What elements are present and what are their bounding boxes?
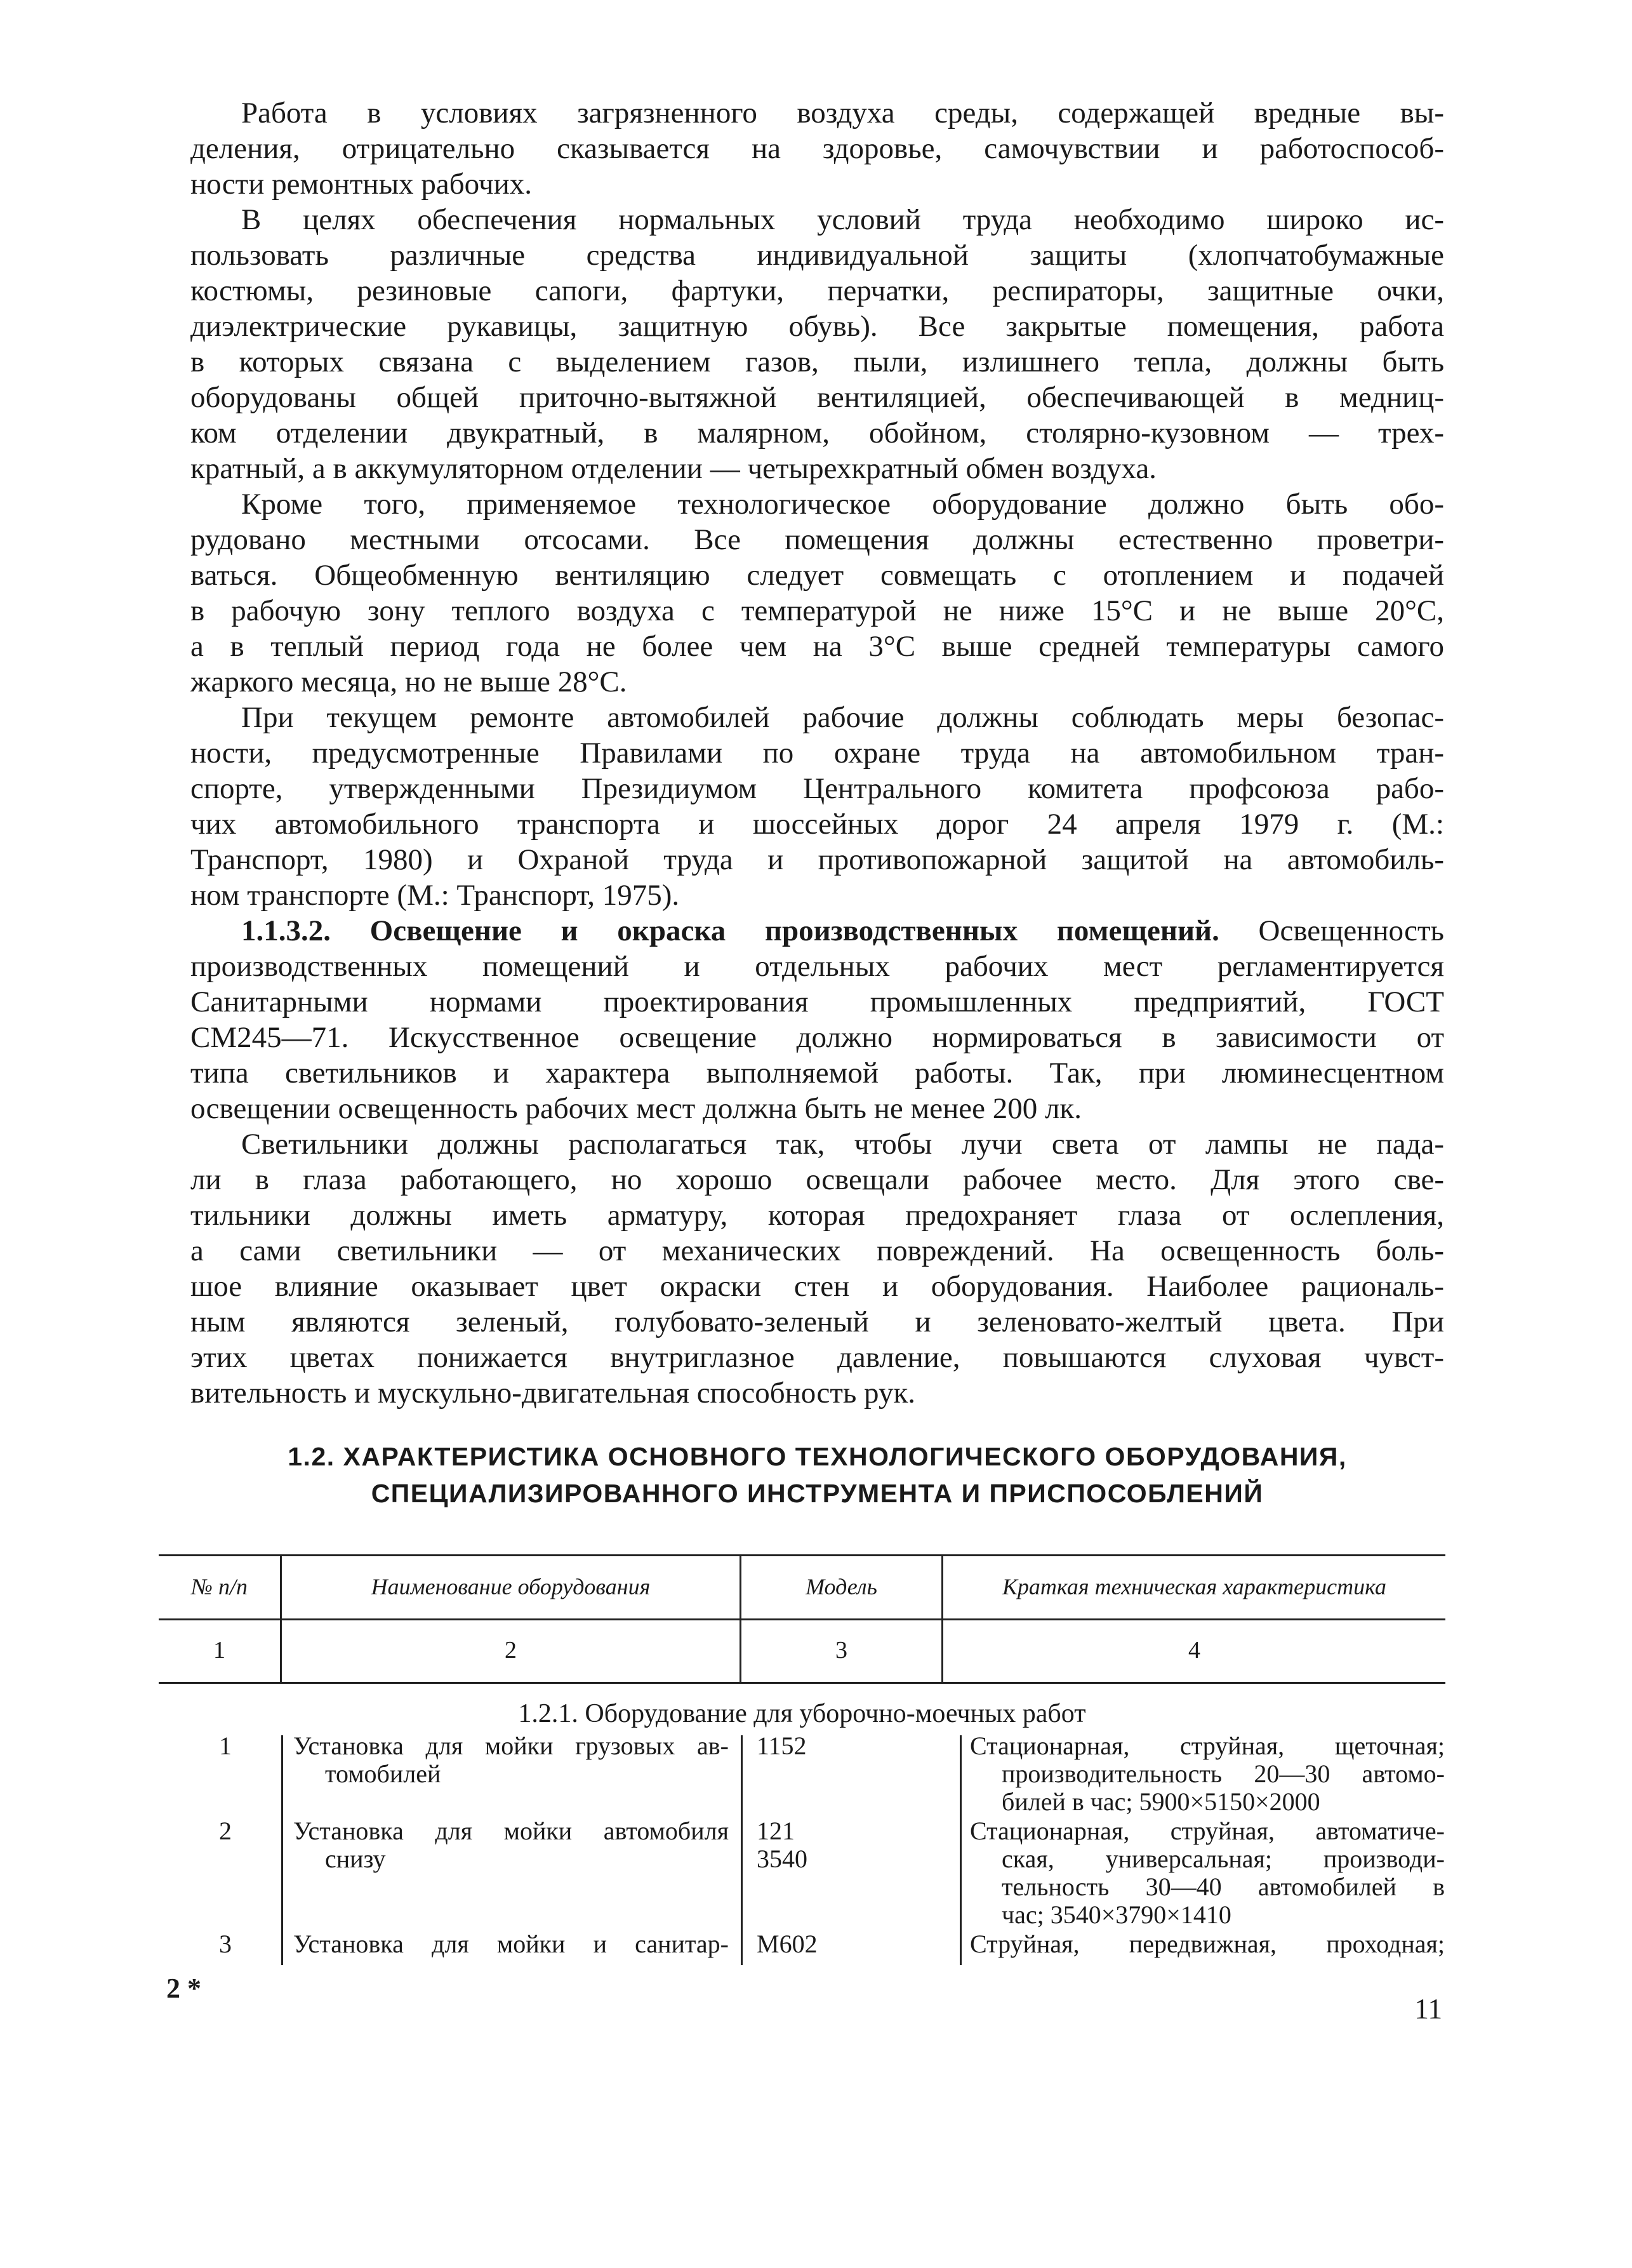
equipment-spec: тельность 30—40 автомобилей в <box>1002 1872 1445 1901</box>
equipment-spec: Стационарная, струйная, автоматиче- <box>970 1817 1445 1845</box>
row-number: 1 <box>219 1731 232 1760</box>
text-line: костюмы, резиновые сапоги, фартуки, перчатки, респираторы, защитные очки, <box>190 274 1444 307</box>
text-line: чих автомобильного транспорта и шоссейных дорог 24 апреля 1979 г. (М.: <box>190 808 1444 841</box>
equipment-name: томобилей <box>325 1759 441 1788</box>
text-line: ком отделении двукратный, в малярном, обойном, столярно-кузовном — трех- <box>190 417 1444 450</box>
text-line: в которых связана с выделением газов, пыли, излишнего тепла, должны быть <box>190 345 1444 378</box>
text-line: Работа в условиях загрязненного воздуха среды, содержащей вредные вы- <box>241 97 1444 130</box>
column-number: 3 <box>835 1637 847 1664</box>
text-line: жаркого месяца, но не выше 28°С. <box>190 665 627 698</box>
equipment-spec: Струйная, передвижная, проходная; <box>970 1930 1445 1958</box>
section-title: 1.2. ХАРАКТЕРИСТИКА ОСНОВНОГО ТЕХНОЛОГИЧЕСКОГО ОБОРУДОВАНИЯ, <box>288 1442 1347 1471</box>
equipment-spec: билей в час; 5900×5150×2000 <box>1002 1787 1320 1816</box>
text-line: вительность и мускульно-двигательная способность рук. <box>190 1377 916 1410</box>
text-line: При текущем ремонте автомобилей рабочие должны соблюдать меры безопас- <box>241 701 1444 734</box>
column-header: Краткая техническая характеристика <box>1002 1574 1387 1599</box>
text-line: рудовано местными отсосами. Все помещения должны естественно проветри- <box>190 523 1444 556</box>
text-line: диэлектрические рукавицы, защитную обувь). Все закрытые помещения, работа <box>190 310 1444 343</box>
text-line: типа светильников и характера выполняемой работы. Так, при люминесцентном <box>190 1057 1444 1090</box>
equipment-model: 1152 <box>757 1731 807 1760</box>
column-header: № п/п <box>191 1574 248 1599</box>
text-line: этих цветах понижается внутриглазное давление, повышаются слуховая чувст- <box>190 1341 1444 1374</box>
signature-mark: 2 * <box>166 1973 201 2004</box>
equipment-spec: производительность 20—30 автомо- <box>1002 1759 1445 1788</box>
column-number: 4 <box>1188 1637 1200 1664</box>
text-run: Освещенность <box>1219 914 1444 947</box>
equipment-name: Установка для мойки грузовых ав- <box>293 1731 729 1760</box>
text-line: ности, предусмотренные Правилами по охране труда на автомобильном тран- <box>190 737 1444 770</box>
table-divider <box>960 1735 962 1965</box>
text-line: В целях обеспечения нормальных условий труда необходимо широко ис- <box>241 203 1444 236</box>
equipment-model: М602 <box>757 1930 818 1958</box>
equipment-spec: Стационарная, струйная, щеточная; <box>970 1731 1445 1760</box>
row-number: 2 <box>219 1817 232 1845</box>
text-line: а сами светильники — от механических повреждений. На освещенность боль- <box>190 1234 1444 1267</box>
text-line: Кроме того, применяемое технологическое оборудование должно быть обо- <box>241 488 1444 521</box>
text-line: СМ245—71. Искусственное освещение должно нормироваться в зависимости от <box>190 1021 1444 1054</box>
table-rule-header <box>159 1618 1445 1620</box>
text-line: тильники должны иметь арматуру, которая предохраняет глаза от ослепления, <box>190 1199 1444 1232</box>
text-line: ваться. Общеобменную вентиляцию следует совмещать с отоплением и подачей <box>190 559 1444 592</box>
text-line: Санитарными нормами проектирования промышленных предприятий, ГОСТ <box>190 985 1444 1018</box>
text-line: а в теплый период года не более чем на 3°С выше средней температуры самого <box>190 630 1444 663</box>
table-divider <box>741 1735 743 1965</box>
table-rule-column-numbers <box>159 1682 1445 1684</box>
column-header: Наименование оборудования <box>371 1574 651 1599</box>
text-line: пользовать различные средства индивидуальной защиты (хлопчатобумажные <box>190 239 1444 272</box>
text-line: деления, отрицательно сказывается на здоровье, самочувствии и работоспособ- <box>190 132 1444 165</box>
table-subsection-caption: 1.2.1. Оборудование для уборочно-моечных работ <box>518 1699 1086 1728</box>
equipment-model: 3540 <box>757 1844 807 1873</box>
row-number: 3 <box>219 1930 232 1958</box>
equipment-model: 121 <box>757 1817 795 1845</box>
text-line: ном транспорте (М.: Транспорт, 1975). <box>190 879 680 912</box>
subsection-heading: 1.1.3.2. Освещение и окраска производственных помещений. <box>241 914 1219 947</box>
text-line: в рабочую зону теплого воздуха с температурой не ниже 15°С и не выше 20°С, <box>190 594 1444 627</box>
text-line: Транспорт, 1980) и Охраной труда и противопожарной защитой на автомобиль- <box>190 843 1444 876</box>
text-line: освещении освещенность рабочих мест должна быть не менее 200 лк. <box>190 1092 1082 1125</box>
text-line: ным являются зеленый, голубовато-зеленый и зеленовато-желтый цвета. При <box>190 1305 1444 1338</box>
column-number: 2 <box>505 1637 517 1664</box>
section-title: СПЕЦИАЛИЗИРОВАННОГО ИНСТРУМЕНТА И ПРИСПОСОБЛЕНИЙ <box>371 1479 1264 1508</box>
table-rule-top <box>159 1554 1445 1556</box>
text-line: Светильники должны располагаться так, чтобы лучи света от лампы не пада- <box>241 1128 1444 1161</box>
equipment-name: Установка для мойки автомобиля <box>293 1817 729 1845</box>
column-number: 1 <box>213 1637 225 1664</box>
text-line: ности ремонтных рабочих. <box>190 168 532 201</box>
equipment-spec: ская, универсальная; производи- <box>1002 1844 1445 1873</box>
text-line: спорте, утвержденными Президиумом Центрального комитета профсоюза рабо- <box>190 772 1444 805</box>
equipment-name: снизу <box>325 1844 386 1873</box>
equipment-spec: час; 3540×3790×1410 <box>1002 1900 1231 1929</box>
equipment-name: Установка для мойки и санитар- <box>293 1930 729 1958</box>
text-line: производственных помещений и отдельных рабочих мест регламентируется <box>190 950 1444 983</box>
text-line: ли в глаза работающего, но хорошо освещали рабочее место. Для этого све- <box>190 1163 1444 1196</box>
table-divider <box>281 1735 283 1965</box>
text-line: шое влияние оказывает цвет окраски стен и оборудования. Наиболее рациональ- <box>190 1270 1444 1303</box>
page-number: 11 <box>1414 1992 1443 2025</box>
text-line: кратный, а в аккумуляторном отделении — четырехкратный обмен воздуха. <box>190 452 1157 485</box>
text-line: оборудованы общей приточно-вытяжной вентиляцией, обеспечивающей в медниц- <box>190 381 1444 414</box>
column-header: Модель <box>806 1574 877 1599</box>
